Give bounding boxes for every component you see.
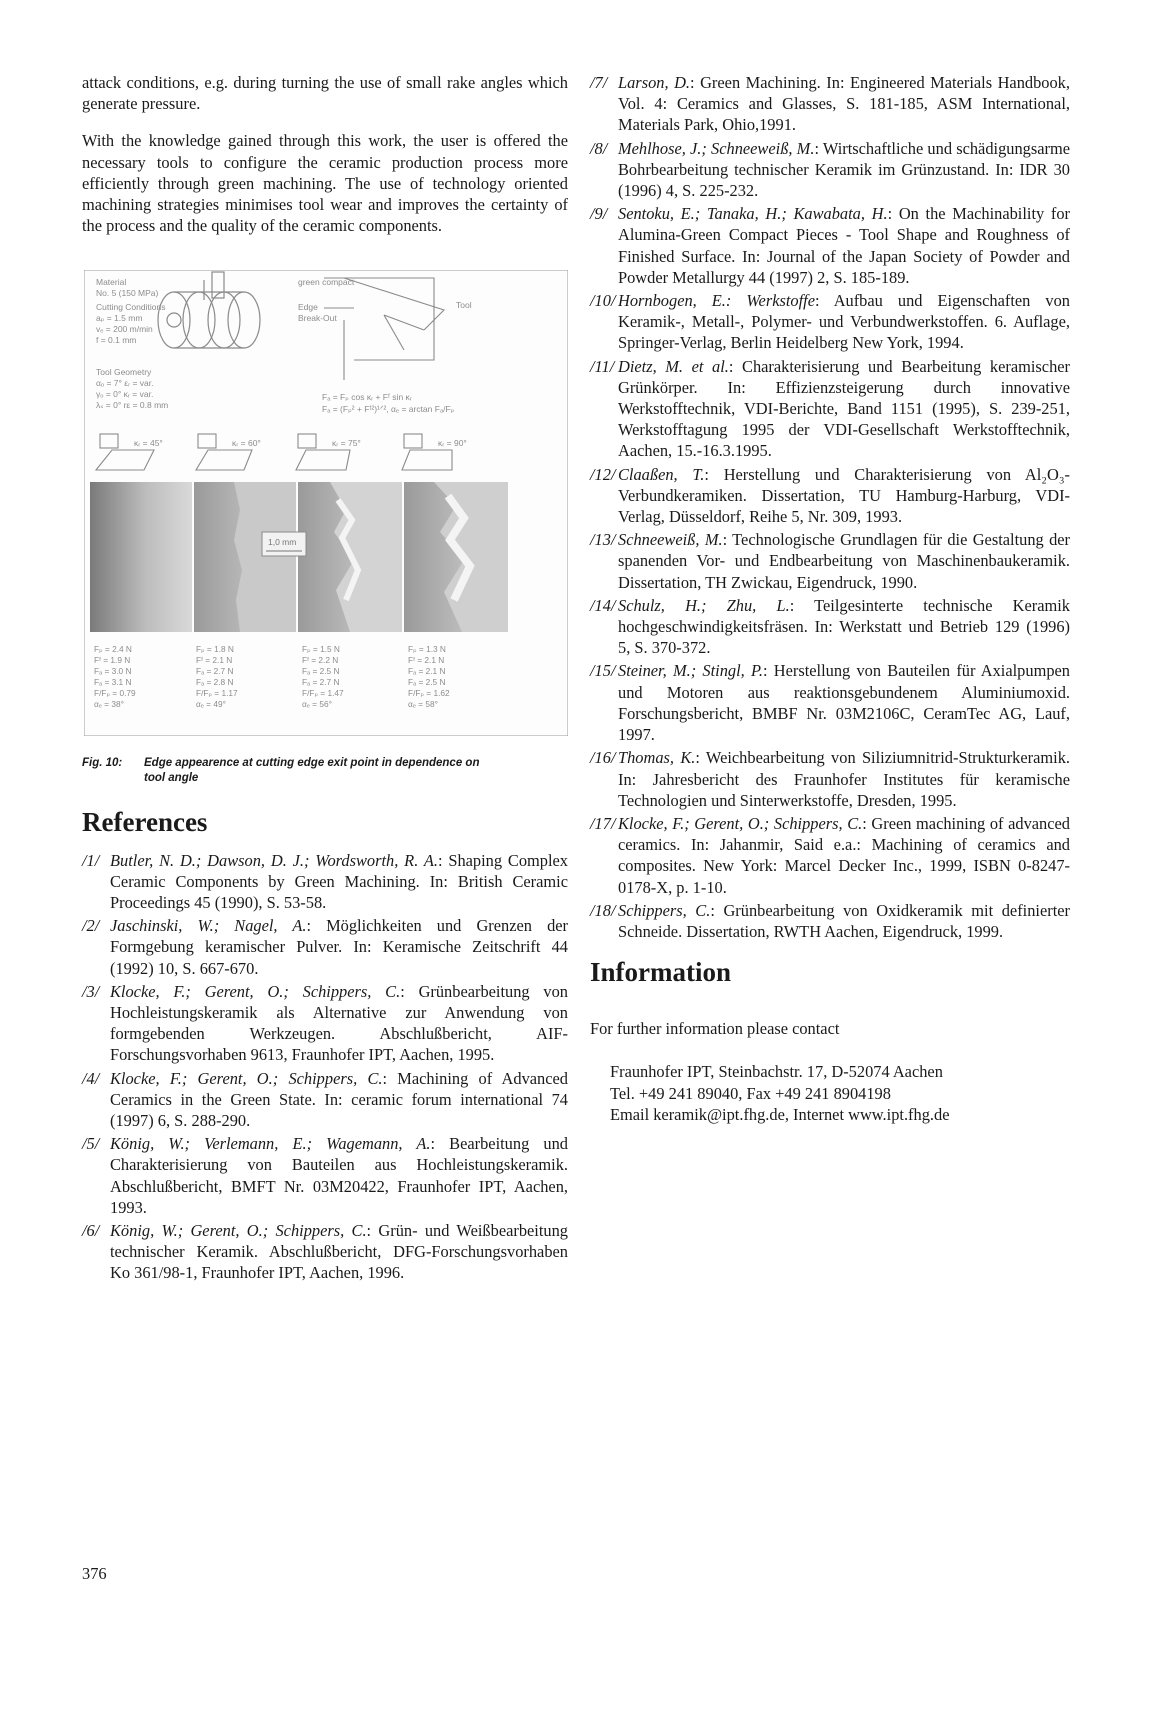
fig-geometry-line: Tool Geometry <box>96 367 152 378</box>
svg-text:Fᶠ = 1.9 N: Fᶠ = 1.9 N <box>94 655 131 666</box>
reference-text: : Aufbau und Eigenschaften von Keramik-, Metall-, Polymer- und Verbundwerkstoffen. 6. Auflage, Springer-Verlag, Berlin Heidelberg New York, 1994. <box>618 291 1070 353</box>
fig-geometry-line: αₒ = 7° εᵣ = var. <box>96 378 154 389</box>
intro-paragraph-2: With the knowledge gained through this work, the user is offered the necessary tools to configure the ceramic production process more efficiently through green machining. The use of technology oriented machining strategies minimises tool wear and improves the certainty of the process and the quality of the ceramic components. <box>82 131 568 236</box>
intro-paragraph-1: attack conditions, e.g. during turning the use of small rake angles which generate pressure. <box>82 73 568 114</box>
reference-number: /14/ <box>590 595 616 615</box>
fig-tool-label: Tool <box>456 300 472 311</box>
reference-number: /1/ <box>82 850 100 870</box>
svg-text:Fₚ = 1.5 N: Fₚ = 1.5 N <box>302 644 340 655</box>
reference-item <box>82 981 568 1066</box>
fig-angle-label: κᵣ = 75° <box>332 438 361 449</box>
svg-text:Fᶠ = 2.1 N: Fᶠ = 2.1 N <box>408 655 445 666</box>
page-number: 376 <box>82 1564 107 1583</box>
fig-angle-label: κᵣ = 60° <box>232 438 261 449</box>
reference-number: /2/ <box>82 916 100 936</box>
reference-authors: Jaschinski, W.; Nagel, A. <box>110 916 307 936</box>
contact-intro: For further information please contact <box>590 1019 840 1039</box>
reference-item <box>590 900 1070 942</box>
svg-text:F/Fₚ = 0.79: F/Fₚ = 0.79 <box>94 688 136 699</box>
caption-line: Edge appearence at cutting edge exit point in dependence on <box>144 756 480 769</box>
reference-text: : Technologische Grundlagen für die Gestaltung der spanenden Vor- und Endbearbeitung von Maschinenbaukeramik. Dissertation, TH Zwickau, Eigendruck, 1990. <box>618 530 1070 592</box>
reference-number: /18/ <box>590 900 616 920</box>
reference-number: /7/ <box>590 73 608 92</box>
fig-material-line: aₚ = 1.5 mm <box>96 313 143 324</box>
reference-text: : Bearbeitung und Charakterisierung von Bauteilen aus Hochleistungskeramik. Abschlußbericht, BMFT Nr. 03M20422, Fraunhofer IPT, Aachen, 1993. <box>110 1134 568 1217</box>
reference-authors: Schippers, C. <box>618 900 711 920</box>
svg-text:Fₐ = 2.7 N: Fₐ = 2.7 N <box>196 666 234 677</box>
reference-item <box>590 72 1070 136</box>
reference-number: /11/ <box>590 356 615 376</box>
fig-edge-label: Edge <box>298 302 318 313</box>
reference-item <box>82 1068 568 1132</box>
reference-item <box>590 356 1070 462</box>
reference-authors: Dietz, M. et al. <box>618 356 729 376</box>
reference-item <box>590 747 1070 811</box>
reference-item <box>590 290 1070 354</box>
figure-caption <box>82 756 568 786</box>
reference-text: : Machining of Advanced Ceramics in the Green State. In: ceramic forum international 74 (1997) 6, S. 288-290. <box>110 1068 568 1131</box>
fig-edge-label: Break-Out <box>298 313 337 324</box>
reference-authors: Klocke, F.; Gerent, O.; Schippers, C. <box>110 1068 383 1088</box>
reference-authors: Steiner, M.; Stingl, P. <box>618 661 763 681</box>
reference-authors: Klocke, F.; Gerent, O.; Schippers, C. <box>110 981 401 1001</box>
reference-item <box>590 595 1070 659</box>
reference-text: : Wirtschaftliche und schädigungsarme Bohrbearbeitung technischer Keramik im Grünzustand. In: IDR 30 (1996) 4, S. 225-232. <box>618 138 1070 201</box>
fig-material-line: Material <box>96 277 127 288</box>
reference-authors: Schulz, H.; Zhu, L. <box>618 595 790 615</box>
reference-text: : Möglichkeiten und Grenzen der Formgebung keramischer Pulver. In: Keramische Zeitschrift 44 (1992) 10, S. 667-670. <box>110 916 568 978</box>
reference-text: : Grün- und Weißbearbeitung technischer Keramik. Abschlußbericht, DFG-Forschungsvorhaben Ko 361/98-1, Fraunhofer IPT, Aachen, 1996. <box>110 1221 568 1283</box>
svg-text:Fₚ = 1.3 N: Fₚ = 1.3 N <box>408 644 446 655</box>
micrograph-panel <box>90 482 192 632</box>
reference-item <box>590 138 1070 202</box>
reference-authors: König, W.; Gerent, O.; Schippers, C. <box>110 1221 367 1241</box>
fig-material-line: Cutting Conditions <box>96 302 166 313</box>
svg-text:αₑ = 58°: αₑ = 58° <box>408 699 438 710</box>
figure-edge-appearance <box>84 270 568 736</box>
fig-material-line: vₑ = 200 m/min <box>96 324 153 335</box>
svg-text:αₑ = 49°: αₑ = 49° <box>196 699 226 710</box>
fig-formula: Fₐ = (Fₚ² + Fᶠ²)¹ᐟ², αₑ = arctan Fₐ/Fₚ <box>322 404 455 415</box>
reference-item <box>82 1133 568 1218</box>
reference-text: : Grünbearbeitung von Hochleistungskeramik als Alternative zur Anwendung von formgebenden Werkzeugen. Abschlußbericht, AIF-Forschungsvorhaben 9613, Fraunhofer IPT, Aachen, 1995. <box>110 981 569 1065</box>
fig-material-line: f = 0.1 mm <box>96 335 137 346</box>
svg-text:αₑ = 56°: αₑ = 56° <box>302 699 332 710</box>
svg-text:Fₐ = 2.8 N: Fₐ = 2.8 N <box>196 677 234 688</box>
reference-text: : Green machining of advanced ceramics. In: Jahanmir, Said e.a.: Machining of ceramics and composites. New York: Marcel Decker Inc., 1999, ISBN 0-8247-0178-X, p. 1-10. <box>618 813 1070 897</box>
fig-material-line: No. 5 (150 MPa) <box>96 288 159 299</box>
reference-text: : On the Machinability for Alumina-Green Compact Pieces - Tool Shape and Roughness of Finished Surface. In: Journal of the Japan Society of Powder and Powder Metallurgy 44 (1997) 2, S. 185-189. <box>618 204 1071 287</box>
fig-geometry-line: λₛ = 0° rε = 0.8 mm <box>96 400 169 411</box>
reference-number: /6/ <box>82 1221 100 1241</box>
reference-number: /17/ <box>590 813 616 833</box>
reference-text: : Herstellung und Charakterisierung von Al₂O₃-Verbundkeramiken. Dissertation, TU Hamburg-Harburg, VDI-Verlag, Düsseldorf, Reihe 5, Nr. 309, 1993. <box>618 464 1070 527</box>
contact-phone: Tel. +49 241 89040, Fax +49 241 8904198 <box>610 1083 891 1103</box>
contact-email[interactable]: Email keramik@ipt.fhg.de, Internet www.ipt.fhg.de <box>610 1104 950 1124</box>
reference-number: /15/ <box>590 661 616 681</box>
svg-text:αₑ = 38°: αₑ = 38° <box>94 699 124 710</box>
reference-text: : Shaping Complex Ceramic Components by Green Machining. In: British Ceramic Proceedings 45 (1990), S. 53-58. <box>110 850 569 913</box>
reference-number: /12/ <box>590 464 616 484</box>
caption-line: tool angle <box>144 771 199 784</box>
svg-text:Fᶠ = 2.1 N: Fᶠ = 2.1 N <box>196 655 233 666</box>
svg-text:F/Fₚ = 1.62: F/Fₚ = 1.62 <box>408 688 450 699</box>
reference-authors: Thomas, K. <box>618 748 696 768</box>
reference-item <box>82 915 568 979</box>
reference-number: /10/ <box>590 291 616 311</box>
reference-authors: König, W.; Verlemann, E.; Wagemann, A. <box>110 1134 431 1154</box>
reference-text: : Herstellung von Bauteilen für Axialpumpen und Motoren aus reaktionsgebundenem Aluminiumoxid. Forschungsbericht, BMBF Nr. 03M2106C, CeramTec AG, Lauf, 1997. <box>618 661 1070 745</box>
reference-number: /5/ <box>82 1134 100 1154</box>
caption-label: Fig. 10: <box>82 756 123 769</box>
svg-text:Fₐ = 3.0 N: Fₐ = 3.0 N <box>94 666 132 677</box>
references-heading: References <box>82 806 208 837</box>
reference-authors: Hornbogen, E.: Werkstoffe <box>618 291 815 311</box>
reference-text: : Teilgesinterte technische Keramik hochgeschwindigkeitsfräsen. In: Werkstatt und Betrieb 129 (1996) 5, S. 370-372. <box>618 595 1070 658</box>
reference-authors: Butler, N. D.; Dawson, D. J.; Wordsworth, R. A. <box>110 850 438 870</box>
svg-text:Fₚ = 2.4 N: Fₚ = 2.4 N <box>94 644 132 655</box>
fig-formula: Fₐ = Fₚ cos κᵣ + Fᶠ sin κᵣ <box>322 392 412 403</box>
fig-green-compact: green compact <box>298 277 355 288</box>
reference-number: /4/ <box>82 1068 100 1088</box>
right-column <box>590 72 1070 1125</box>
svg-text:F/Fₚ = 1.47: F/Fₚ = 1.47 <box>302 688 344 699</box>
svg-text:Fₐ = 3.1 N: Fₐ = 3.1 N <box>94 677 132 688</box>
svg-text:F/Fₚ = 1.17: F/Fₚ = 1.17 <box>196 688 238 699</box>
reference-item <box>590 660 1070 745</box>
reference-number: /16/ <box>590 748 616 768</box>
svg-text:Fₚ = 1.8 N: Fₚ = 1.8 N <box>196 644 234 655</box>
svg-text:Fᶠ = 2.2 N: Fᶠ = 2.2 N <box>302 655 339 666</box>
reference-item <box>590 203 1070 288</box>
reference-authors: Sentoku, E.; Tanaka, H.; Kawabata, H. <box>618 204 888 224</box>
reference-text: : Charakterisierung und Bearbeitung keramischer Grünkörper. In: Effizienzsteigerung durch innovative Werkstofftechnik, VDI-Berichte, Band 1151 (1995), S. 239-251, Werkstofftagung 1995 der VDI-Gesellschaft Werkstofftechnik, Aachen, 15.-16.3.1995. <box>618 356 1070 461</box>
information-heading: Information <box>590 957 731 988</box>
reference-text: : Weichbearbeitung von Siliziumnitrid-Strukturkeramik. In: Jahresbericht des Fraunhofer Institutes für keramische Technologien und Sinterwerkstoffe, Dresden, 1995. <box>618 748 1070 810</box>
reference-authors: Mehlhose, J.; Schneeweiß, M. <box>618 138 815 158</box>
reference-item <box>82 1220 568 1284</box>
fig-geometry-line: γₒ = 0° κᵣ = var. <box>96 389 154 400</box>
references-list-right <box>590 72 1070 942</box>
reference-text: : Grünbearbeitung von Oxidkeramik mit definierter Schneide. Dissertation, RWTH Aachen, Eigendruck, 1999. <box>618 900 1070 941</box>
svg-text:Fₐ = 2.5 N: Fₐ = 2.5 N <box>302 666 340 677</box>
references-list-left <box>82 850 568 1284</box>
reference-authors: Claaßen, T. <box>618 464 705 484</box>
svg-text:Fₐ = 2.5 N: Fₐ = 2.5 N <box>408 677 446 688</box>
left-column <box>82 72 568 1286</box>
reference-authors: Larson, D. <box>618 73 691 92</box>
svg-text:Fₐ = 2.7 N: Fₐ = 2.7 N <box>302 677 340 688</box>
reference-number: /8/ <box>590 138 608 158</box>
fig-angle-label: κᵣ = 90° <box>438 438 467 449</box>
reference-number: /3/ <box>82 981 100 1001</box>
reference-text: : Green Machining. In: Engineered Materials Handbook, Vol. 4: Ceramics and Glasses, S. 181-185, ASM International, Materials Park, Ohio,1991. <box>618 73 1070 135</box>
svg-text:Fₐ = 2.1 N: Fₐ = 2.1 N <box>408 666 446 677</box>
reference-authors: Klocke, F.; Gerent, O.; Schippers, C. <box>618 813 863 833</box>
fig-angle-label: κᵣ = 45° <box>134 438 163 449</box>
reference-item <box>590 529 1070 593</box>
reference-number: /9/ <box>590 204 608 224</box>
reference-item <box>82 850 568 914</box>
reference-authors: Schneeweiß, M. <box>618 530 723 550</box>
reference-item <box>590 813 1070 898</box>
contact-address: Fraunhofer IPT, Steinbachstr. 17, D-52074 Aachen <box>610 1062 943 1082</box>
fig-scale-label: 1,0 mm <box>268 537 297 548</box>
reference-number: /13/ <box>590 530 616 550</box>
reference-item <box>590 464 1070 528</box>
